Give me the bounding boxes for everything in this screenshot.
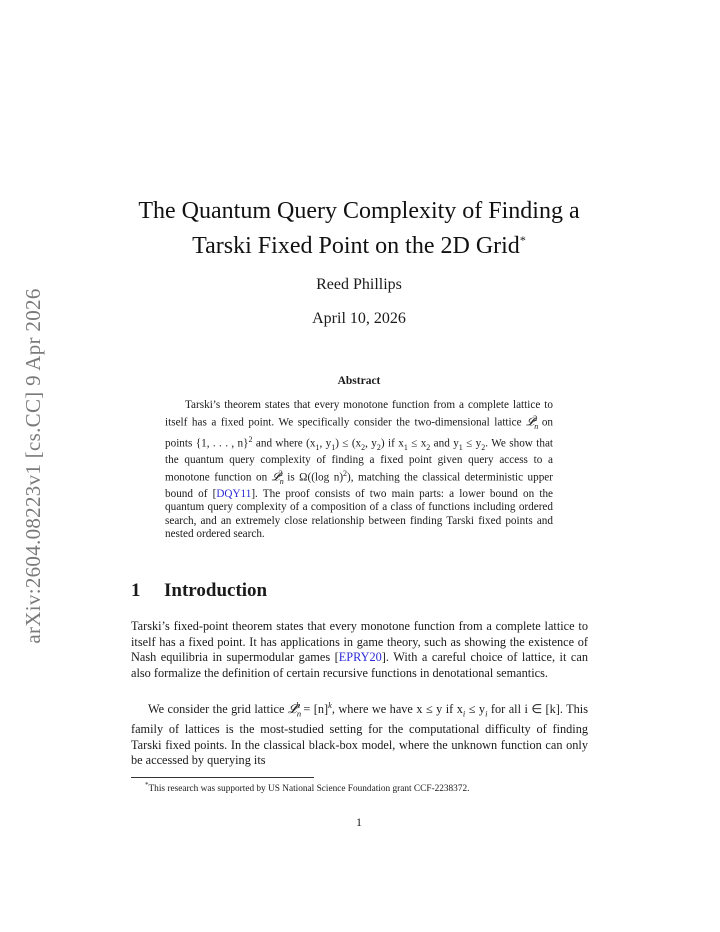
section-heading-introduction — [131, 580, 591, 602]
paper-title — [120, 197, 598, 261]
title-line-2: Tarski Fixed Point on the 2D Grid* — [192, 233, 526, 259]
footnote-text: This research was supported by US National Science Foundation grant CCF-2238372. — [148, 784, 470, 795]
citation-dqy11[interactable]: DQY11 — [216, 488, 252, 501]
author: Reed Phillips — [316, 276, 402, 293]
page-number: 1 — [356, 815, 362, 829]
footnote-rule — [131, 777, 314, 778]
arxiv-id: arXiv:2604.08223v1 [cs.CC] 9 Apr 2026 — [21, 288, 45, 644]
abstract-heading: Abstract — [337, 375, 381, 387]
title-line-1: The Quantum Query Complexity of Finding a — [138, 198, 580, 224]
footnote-mark: * — [145, 781, 149, 789]
section-number: 1 — [131, 580, 141, 601]
intro-paragraph-2: We consider the grid lattice 𝓛$_n^k$ = $[n]^k$, where we have x ≤ y if $x_i \le y_i$ for all i ∈ [k]. This family of lattices is the most-studied setting for the computational difficulty of finding Tarski fixed points. In the classical black-box model, where the unknown function can only be accessed by querying its — [131, 700, 589, 768]
intro-paragraph-1: Tarski’s fixed-point theorem states that every monotone function from a complete lattice to itself has a fixed point. It has applications in game theory, such as showing the existence of Nash equilibria in supermodular games [EPRY20]. With a careful choice of lattice, it can also formalize the definition of certain recursive functions in denotational semantics. — [131, 619, 588, 680]
footnote — [131, 781, 588, 794]
date: April 10, 2026 — [312, 310, 406, 327]
title-footnote-mark: * — [519, 233, 526, 247]
abstract-body: Tarski’s theorem states that every monotone function from a complete lattice to itself has a fixed point. We specifically consider the two-dimensional lattice 𝓛$_n^2$ on points {1, . . . , n}$^2$ and where ($x_1$, $y_1) \le (x_2$, $y_2$) if $x_1 \le x_2$ and $y_1 \le y_2$. We show that the quantum query complexity of finding a fixed point given query access to a monotone function on 𝓛$_n^2$ is Ω((log n)$^2$), matching the classical deterministic upper bound of [DQY11]. The proof consists of two main parts: a lower bound on the quantum query complexity of a composition of a class of functions including ordered search, and an extremely close relationship between finding Tarski fixed points and nested ordered search. — [165, 399, 554, 540]
section-title: Introduction — [164, 580, 268, 601]
citation-epry20[interactable]: EPRY20 — [338, 650, 382, 665]
